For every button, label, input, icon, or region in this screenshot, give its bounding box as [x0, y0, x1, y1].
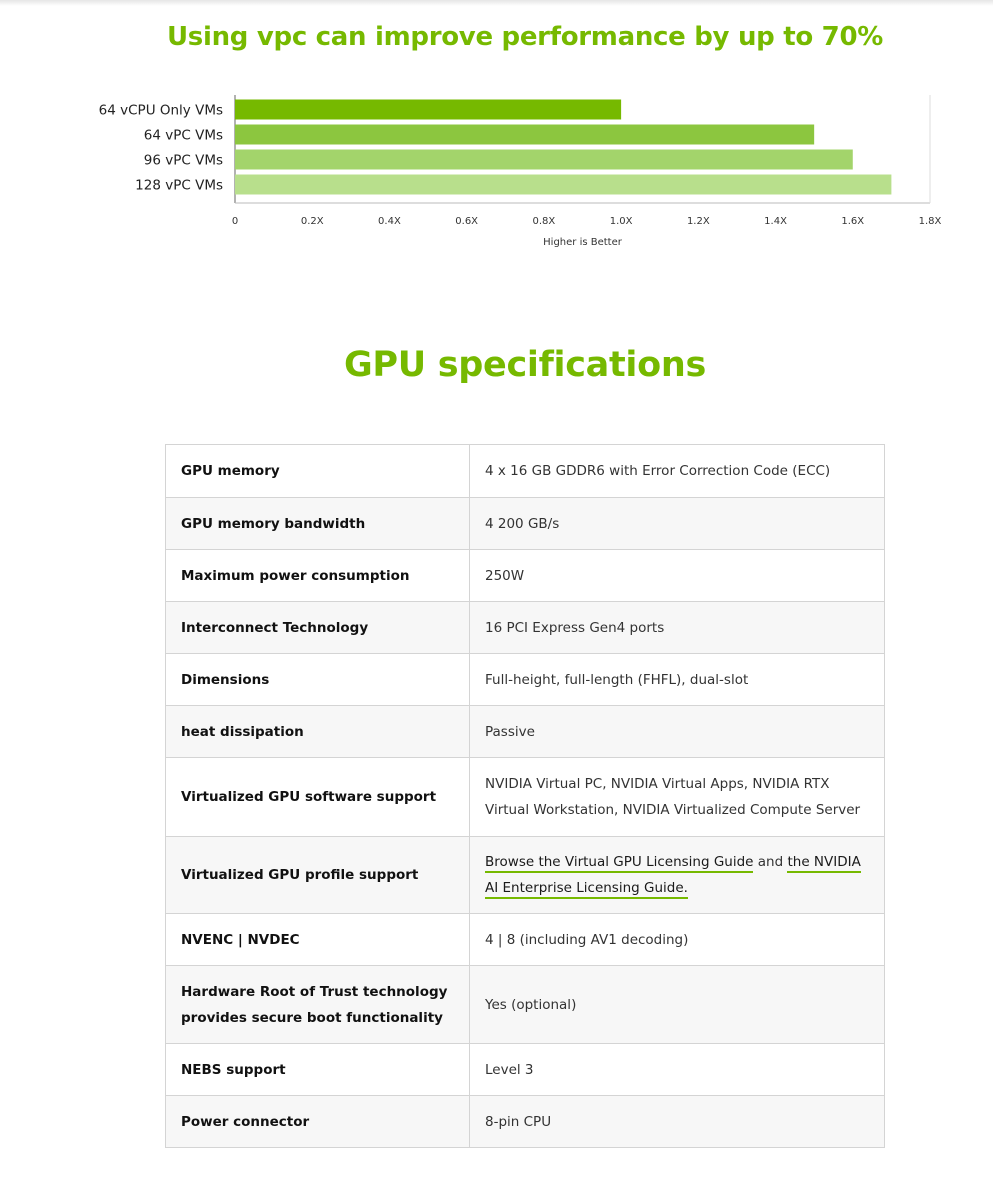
- spec-name: Virtualized GPU software support: [166, 758, 470, 837]
- link-joiner: and: [757, 854, 784, 870]
- spec-name: NVENC | NVDEC: [166, 914, 470, 966]
- spec-value: 8-pin CPU: [470, 1096, 885, 1148]
- spec-name: Dimensions: [166, 654, 470, 706]
- table-row: [166, 1096, 885, 1148]
- table-row: [166, 498, 885, 550]
- table-row: [166, 1044, 885, 1096]
- spec-value: Level 3: [470, 1044, 885, 1096]
- x-axis-label: Higher is Better: [543, 237, 622, 248]
- spec-name: GPU memory bandwidth: [166, 498, 470, 550]
- bar: [235, 150, 853, 170]
- bar: [235, 125, 814, 145]
- table-row: [166, 758, 885, 837]
- spec-value: NVIDIA Virtual PC, NVIDIA Virtual Apps, NVIDIA RTX Virtual Workstation, NVIDIA Virtualized Compute Server: [470, 758, 885, 837]
- spec-value: 250W: [470, 550, 885, 602]
- spec-name: Maximum power consumption: [166, 550, 470, 602]
- spec-name: NEBS support: [166, 1044, 470, 1096]
- ai-enterprise-licensing-guide-link[interactable]: the NVIDIA AI Enterprise Licensing Guide.: [485, 854, 861, 899]
- spec-name: Power connector: [166, 1096, 470, 1148]
- table-row: [166, 706, 885, 758]
- tick-label: 0: [231, 216, 239, 227]
- performance-bar-chart: [0, 90, 993, 260]
- table-row: [166, 654, 885, 706]
- category-label: 128 vPC VMs: [135, 177, 223, 194]
- section-title: GPU specifications: [343, 345, 707, 385]
- category-label: 96 vPC VMs: [143, 152, 223, 169]
- spec-name: Virtualized GPU profile support: [166, 837, 470, 914]
- tick-label: 0.8X: [532, 216, 556, 227]
- category-label: 64 vPC VMs: [143, 127, 223, 144]
- tick-label: 1.6X: [841, 216, 865, 227]
- vgpu-licensing-guide-link[interactable]: Browse the Virtual GPU Licensing Guide: [485, 854, 753, 873]
- spec-name: Interconnect Technology: [166, 602, 470, 654]
- spec-value: 4 200 GB/s: [470, 498, 885, 550]
- tick-label: 1.0X: [609, 216, 633, 227]
- spec-value: Passive: [470, 706, 885, 758]
- spec-name: Hardware Root of Trust technology provides secure boot functionality: [166, 966, 470, 1044]
- table-row: [166, 966, 885, 1044]
- spec-value: Full-height, full-length (FHFL), dual-slot: [470, 654, 885, 706]
- chart-title: Using vpc can improve performance by up to 70%: [166, 22, 884, 52]
- spec-name: GPU memory: [166, 445, 470, 498]
- table-row: [166, 837, 885, 914]
- spec-value: [470, 837, 885, 914]
- spec-value: 4 x 16 GB GDDR6 with Error Correction Code (ECC): [470, 445, 885, 498]
- tick-label: 1.8X: [918, 216, 942, 227]
- tick-label: 0.2X: [300, 216, 324, 227]
- category-label: 64 vCPU Only VMs: [98, 102, 223, 119]
- tick-label: 1.2X: [686, 216, 710, 227]
- spec-name: heat dissipation: [166, 706, 470, 758]
- tick-label: 0.6X: [455, 216, 479, 227]
- tick-label: 1.4X: [764, 216, 787, 227]
- spec-value: 4 | 8 (including AV1 decoding): [470, 914, 885, 966]
- bar: [235, 100, 621, 120]
- bar: [235, 175, 891, 195]
- table-row: [166, 602, 885, 654]
- gpu-specs-table: [165, 444, 885, 1148]
- header-shadow: [0, 0, 993, 6]
- spec-value: 16 PCI Express Gen4 ports: [470, 602, 885, 654]
- table-row: [166, 445, 885, 498]
- tick-label: 0.4X: [378, 216, 401, 227]
- table-row: [166, 550, 885, 602]
- table-row: [166, 914, 885, 966]
- spec-value: Yes (optional): [470, 966, 885, 1044]
